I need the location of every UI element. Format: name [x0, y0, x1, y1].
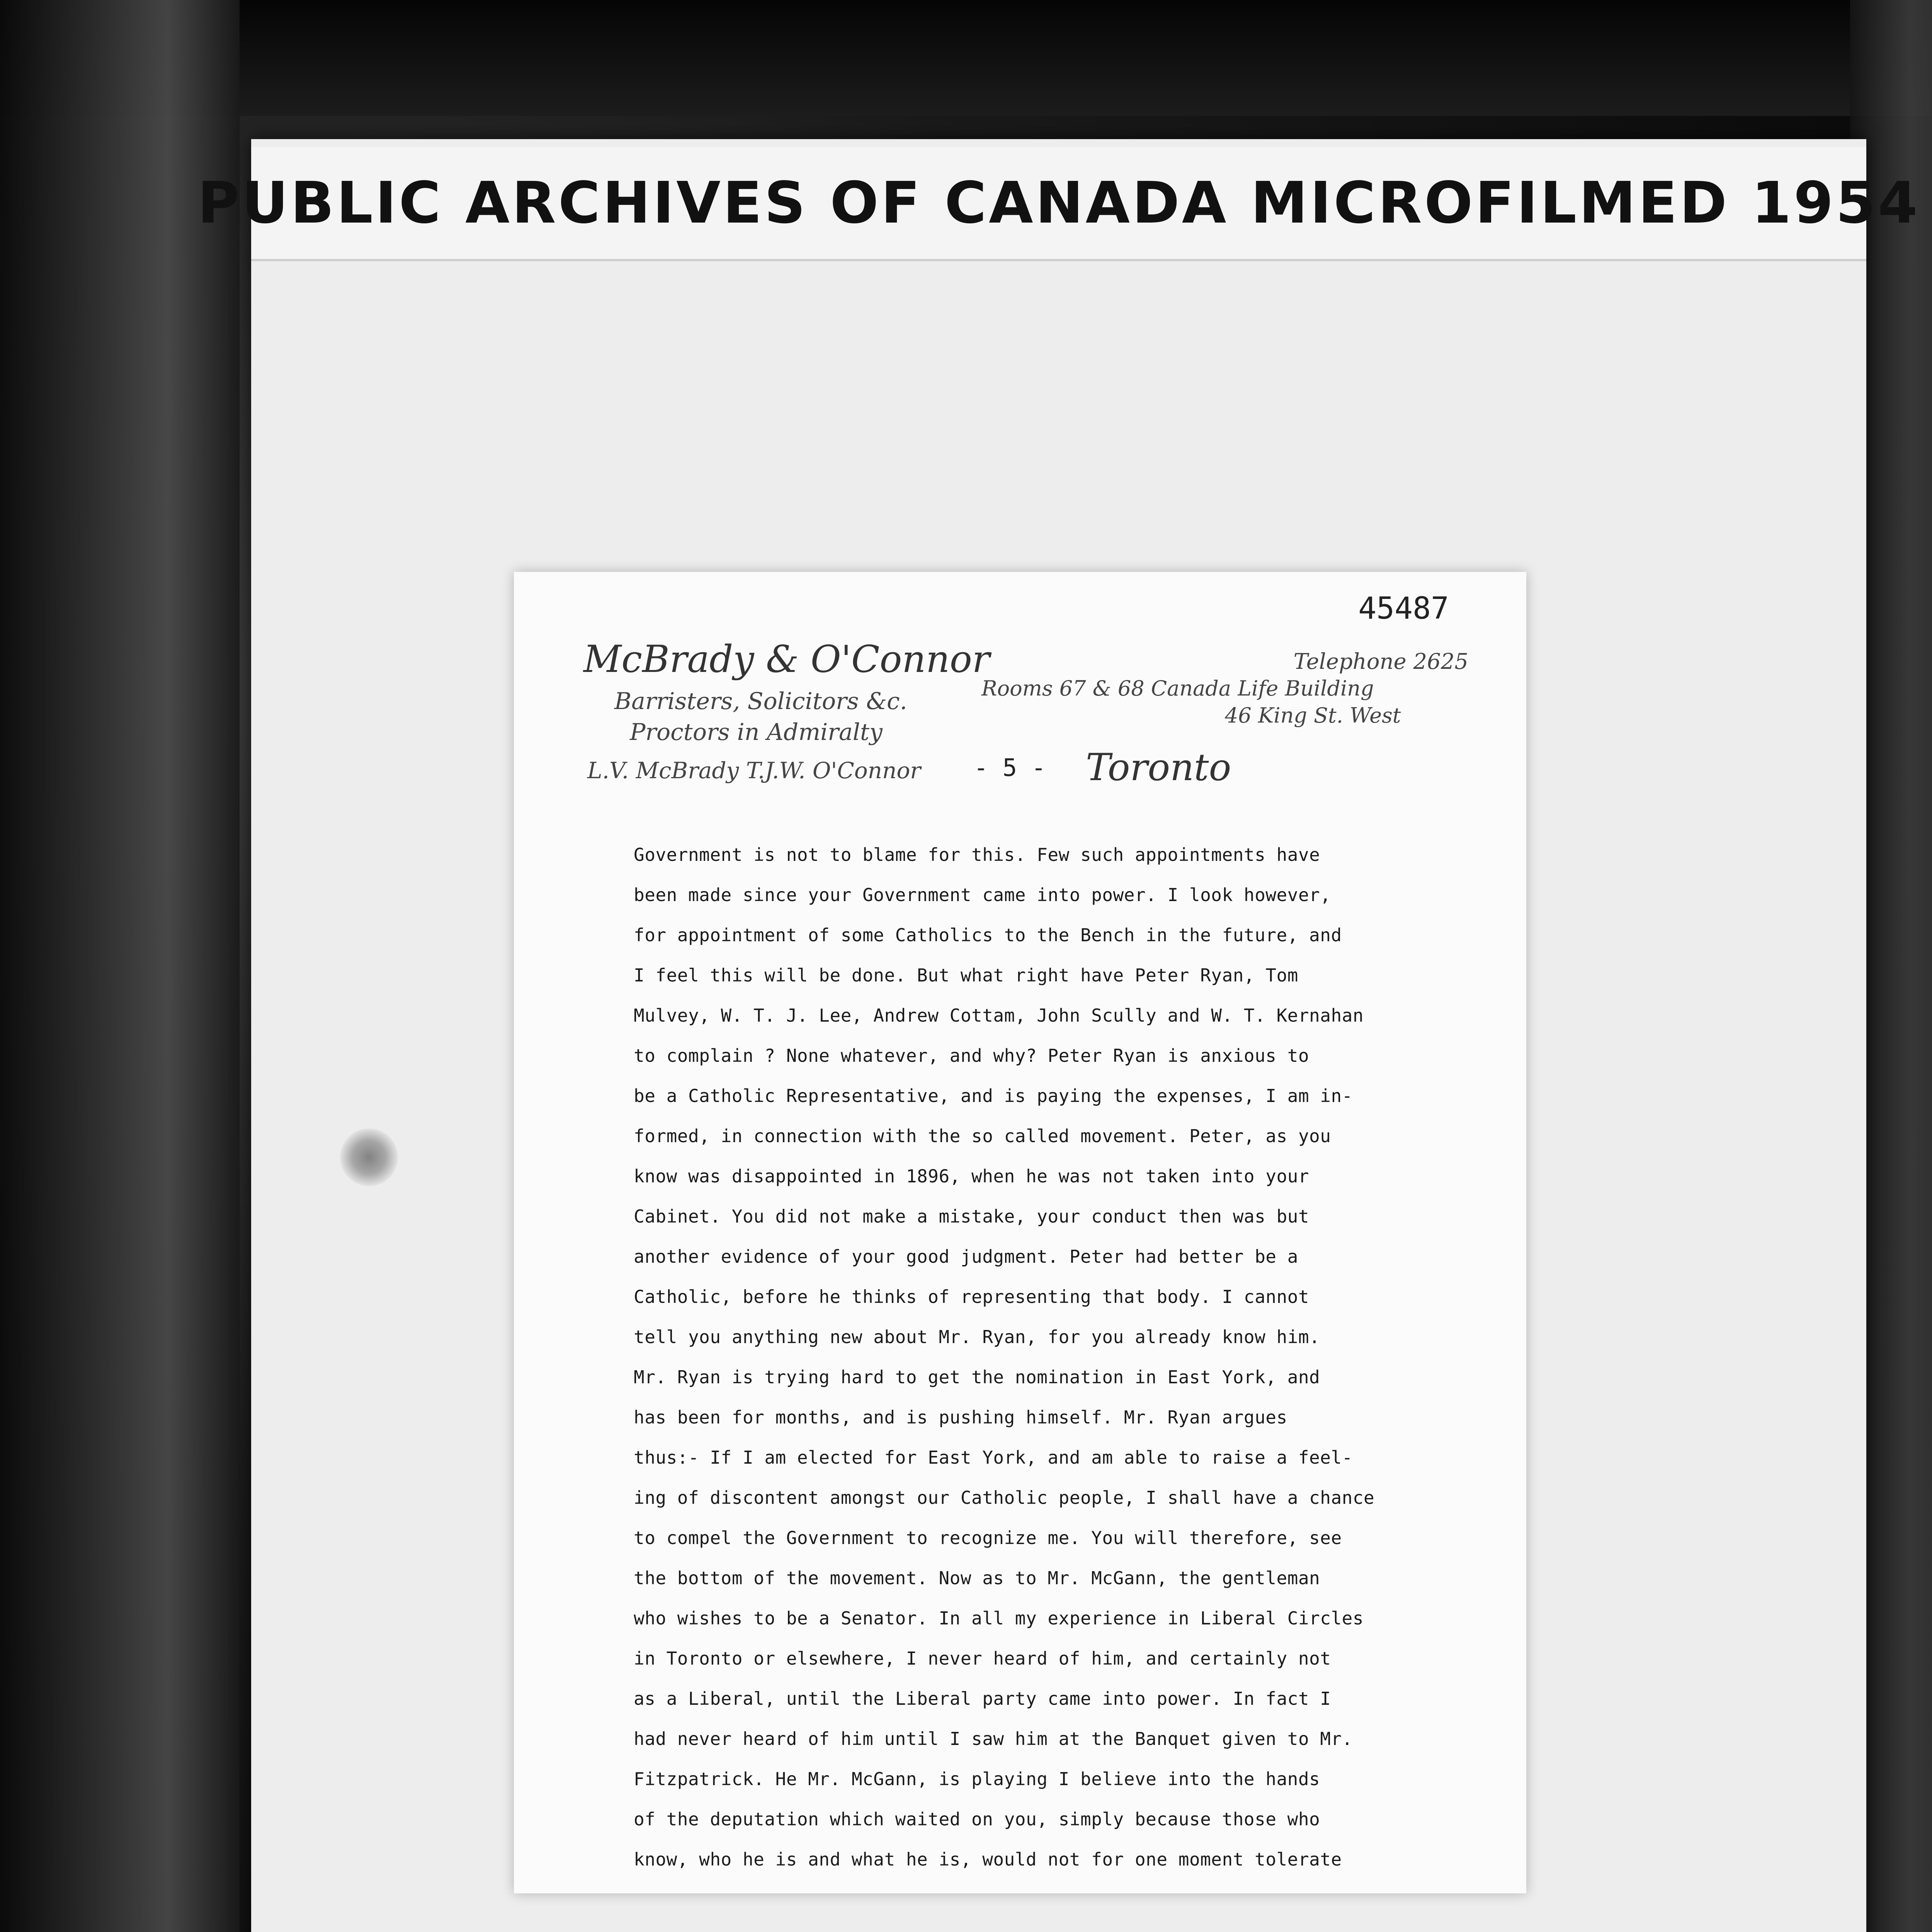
letterhead-partners: L.V. McBrady T.J.W. O'Connor [587, 757, 921, 784]
film-edge-left [0, 0, 240, 1932]
body-line: Cabinet. You did not make a mistake, your conduct then was but [634, 1206, 1310, 1227]
document-number: 45487 [1358, 591, 1449, 626]
letterhead-telephone: Telephone 2625 [1293, 649, 1468, 674]
body-line: in Toronto or elsewhere, I never heard of him, and certainly not [634, 1648, 1331, 1669]
body-line: Catholic, before he thinks of representing that body. I cannot [634, 1286, 1310, 1307]
body-line: another evidence of your good judgment. Peter had better be a [634, 1246, 1298, 1267]
body-line: be a Catholic Representative, and is paying the expenses, I am in- [634, 1085, 1353, 1106]
body-line: has been for months, and is pushing himself. Mr. Ryan argues [634, 1407, 1287, 1428]
film-edge-top [0, 0, 1932, 116]
body-line: had never heard of him until I saw him at the Banquet given to Mr. [634, 1728, 1353, 1749]
letterhead-firm-name: McBrady & O'Connor [583, 638, 990, 681]
body-line: I feel this will be done. But what right have Peter Ryan, Tom [634, 965, 1298, 986]
page-number: - 5 - [974, 753, 1046, 782]
body-line: tell you anything new about Mr. Ryan, for you already know him. [634, 1327, 1320, 1347]
body-line: as a Liberal, until the Liberal party came into power. In fact I [634, 1688, 1331, 1709]
body-line: been made since your Government came into power. I look however, [634, 884, 1331, 905]
letterhead-line-1: Barristers, Solicitors &c. [614, 688, 907, 715]
letter-city: Toronto [1086, 746, 1231, 789]
body-line: know, who he is and what he is, would not for one moment tolerate [634, 1849, 1342, 1870]
body-line: formed, in connection with the so called movement. Peter, as you [634, 1126, 1331, 1146]
body-line: Fitzpatrick. He Mr. McGann, is playing I believe into the hands [634, 1769, 1320, 1789]
body-line: of the deputation which waited on you, simply because those who [634, 1809, 1320, 1830]
body-line: thus:- If I am elected for East York, and am able to raise a feel- [634, 1447, 1353, 1468]
letterhead-address-line-1: Rooms 67 & 68 Canada Life Building [981, 676, 1374, 701]
body-line: to compel the Government to recognize me. You will therefore, see [634, 1527, 1342, 1548]
body-line: ing of discontent amongst our Catholic people, I shall have a chance [634, 1487, 1375, 1508]
body-line: Government is not to blame for this. Few such appointments have [634, 844, 1320, 865]
body-line: know was disappointed in 1896, when he was not taken into your [634, 1166, 1310, 1187]
body-line: to complain ? None whatever, and why? Peter Ryan is anxious to [634, 1045, 1310, 1066]
letterhead-line-2: Proctors in Admiralty [630, 719, 883, 746]
archive-header-band [197, 147, 1920, 261]
body-line: the bottom of the movement. Now as to Mr. McGann, the gentleman [634, 1568, 1320, 1588]
letter-body [634, 835, 1468, 1879]
letterhead-address-line-2: 46 King St. West [1225, 703, 1401, 728]
archive-header-title: PUBLIC ARCHIVES OF CANADA MICROFILMED 1954 [197, 170, 1920, 236]
letter-page [514, 572, 1526, 1893]
body-line: for appointment of some Catholics to the Bench in the future, and [634, 925, 1342, 946]
ink-smudge [340, 1128, 398, 1186]
body-line: Mulvey, W. T. J. Lee, Andrew Cottam, John Scully and W. T. Kernahan [634, 1005, 1364, 1026]
body-line: who wishes to be a Senator. In all my experience in Liberal Circles [634, 1608, 1364, 1629]
body-line: Mr. Ryan is trying hard to get the nomination in East York, and [634, 1367, 1320, 1388]
